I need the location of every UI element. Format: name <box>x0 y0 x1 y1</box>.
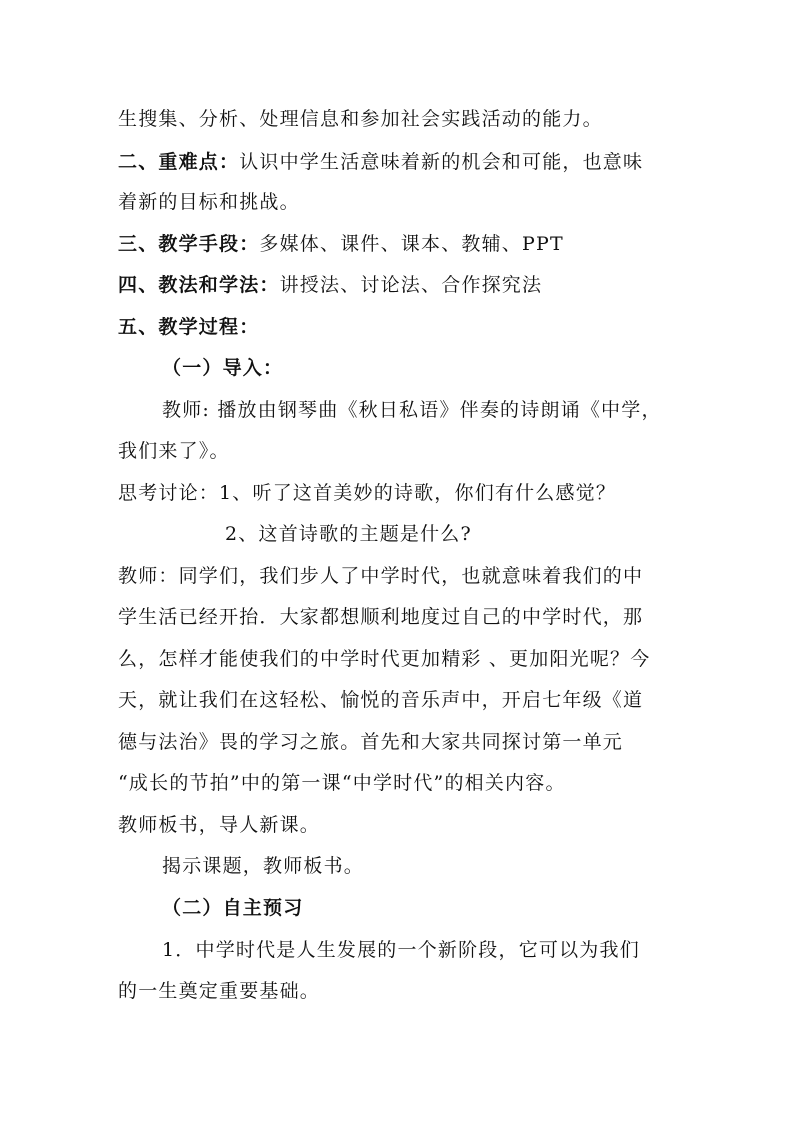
line-text: 着新的目标和挑战。 <box>118 191 300 213</box>
paragraph-line <box>118 812 320 838</box>
subsection-heading-self-study: （二）自主预习 <box>162 897 304 919</box>
line-text: 教师: 播放由钢琴曲《秋日私语》伴奏的诗朗诵《中学， <box>162 399 662 421</box>
paragraph-line <box>118 770 566 796</box>
line-text: “成长的节拍”中的第一课“中学时代”的相关内容。 <box>118 772 566 794</box>
section-heading-key-points: 二、重难点： <box>118 151 240 173</box>
paragraph-line <box>162 397 662 423</box>
key-points-line <box>118 149 643 175</box>
line-text: 认识中学生活意味着新的机会和可能，也意味 <box>239 151 644 173</box>
line-text: 的一生奠定重要基础。 <box>118 980 321 1002</box>
paragraph-line <box>118 978 320 1004</box>
subsection-intro-line <box>162 355 283 381</box>
line-text: 思考讨论：1、听了这首美妙的诗歌，你们有什么感觉？ <box>118 482 617 504</box>
discussion-question-2 <box>225 521 472 547</box>
line-text: 德与法治》畏的学习之旅。首先和大家共同探讨第一单元 <box>118 731 624 753</box>
teaching-means-line <box>118 231 564 257</box>
paragraph-line <box>118 438 230 464</box>
line-text: 讲授法、讨论法、合作探究法 <box>279 274 543 296</box>
paragraph-line <box>118 646 650 672</box>
discussion-question-1 <box>118 480 616 506</box>
line-text: 教师板书，导人新课。 <box>118 814 321 836</box>
line-text: 生搜集、分析、处理信息和参加社会实践活动的能力。 <box>118 108 603 130</box>
line-text: 我们来了》。 <box>118 440 230 462</box>
paragraph-line <box>118 106 603 132</box>
line-text: 2、这首诗歌的主题是什么? <box>225 523 472 545</box>
line-text: 天，就让我们在这轻松、愉悦的音乐声中，开启七年级《道 <box>118 689 644 711</box>
paragraph-line <box>118 189 300 215</box>
paragraph-line <box>118 604 643 630</box>
section-heading-teaching-methods: 四、教法和学法： <box>118 274 280 296</box>
line-text: 揭示课题，教师板书。 <box>162 855 365 877</box>
paragraph-line <box>162 853 364 879</box>
subsection-self-study-line <box>162 895 303 921</box>
paragraph-line <box>118 729 623 755</box>
paragraph-line <box>118 687 643 713</box>
paragraph-line <box>118 563 643 589</box>
paragraph-line <box>162 937 640 963</box>
line-text: 多媒体、课件、课本、教辅、PPT <box>259 233 564 255</box>
section-heading-teaching-process: 五、教学过程： <box>118 316 260 338</box>
teaching-process-line <box>118 314 259 340</box>
subsection-heading-intro: （一）导入： <box>162 357 284 379</box>
line-text: 教师：同学们，我们步人了中学时代，也就意味着我们的中 <box>118 565 644 587</box>
teaching-methods-line <box>118 272 542 298</box>
line-text: 学生活已经开抬．大家都想顺利地度过自己的中学时代，那 <box>118 606 644 628</box>
section-heading-teaching-means: 三、教学手段： <box>118 233 260 255</box>
line-text: 么，怎样才能使我们的中学时代更加精彩 、更加阳光呢？今 <box>118 648 651 670</box>
line-text: 1．中学时代是人生发展的一个新阶段，它可以为我们 <box>162 939 640 961</box>
